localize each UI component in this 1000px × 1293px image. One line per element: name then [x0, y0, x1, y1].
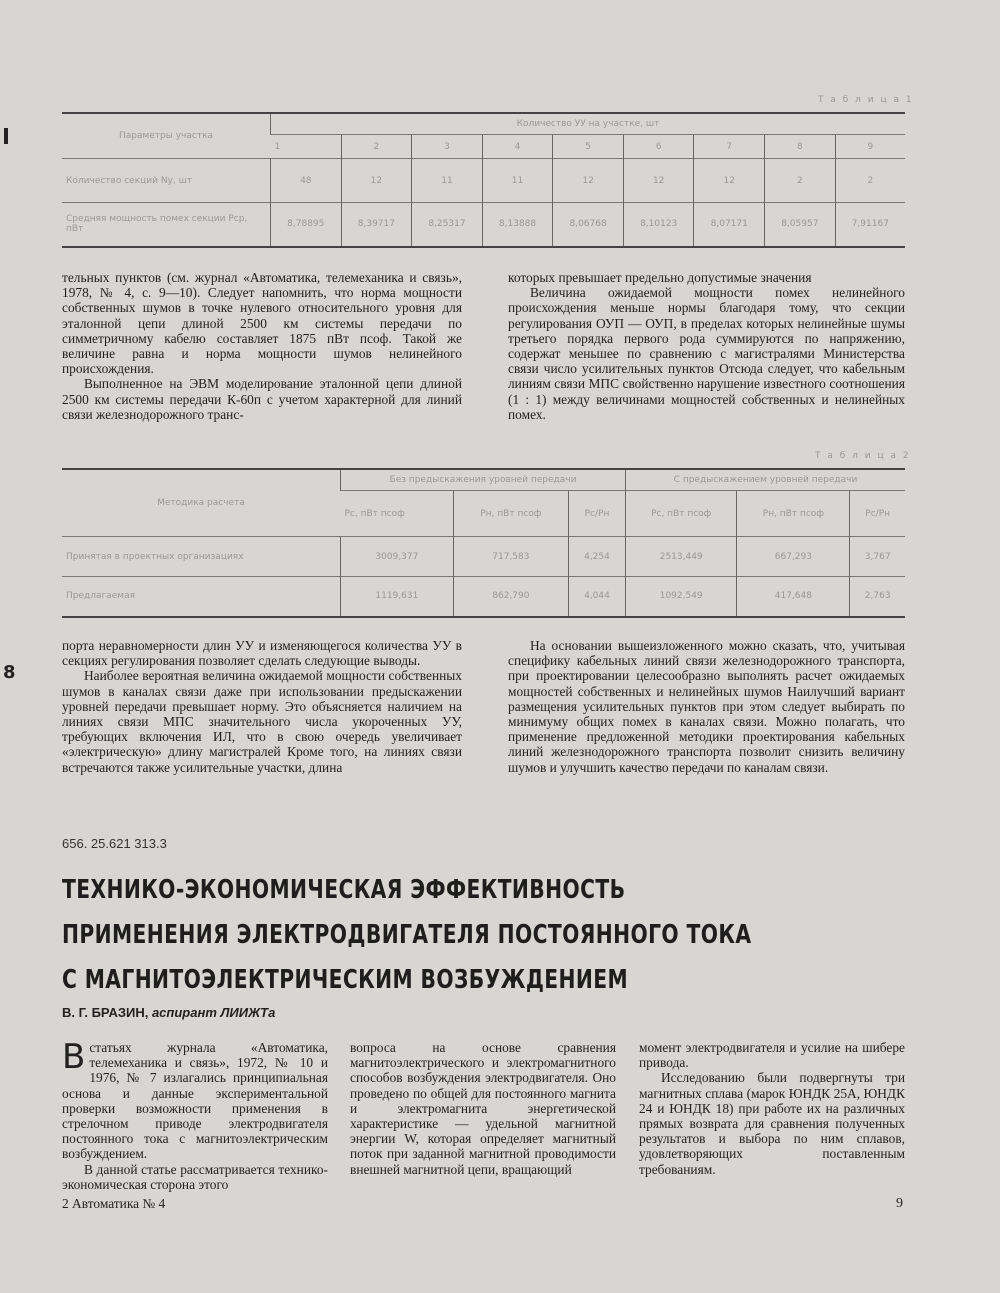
- table1-column-number: 1: [271, 135, 342, 159]
- table1-cell: 7,91167: [835, 203, 905, 247]
- table1-column-number: 9: [835, 135, 905, 159]
- table1-column-number: 6: [623, 135, 694, 159]
- table1-cell: 12: [623, 159, 694, 203]
- table2-header-left: Методика расчета: [62, 469, 341, 537]
- paragraph: Исследованию были подвергнуты три магнитных сплава (марок ЮНДК 25А, ЮНДК 24 и ЮНДК 18) при работе их на различных прямых возврата для сравнения полученных результатов и выбора по ним сплавов, удовлетворяющих поставленным требованиям.: [639, 1070, 905, 1177]
- table1-cell: 8,78895: [271, 203, 342, 247]
- table1-cell: 8,13888: [482, 203, 553, 247]
- table1-cell: 8,05957: [765, 203, 836, 247]
- table1-cell: 8,39717: [341, 203, 412, 247]
- table1-column-number: 3: [412, 135, 483, 159]
- table1-cell: 8,07171: [694, 203, 765, 247]
- table2-subheader: Рс/Рн: [568, 491, 625, 537]
- table2-cell: 862,790: [453, 577, 568, 617]
- paragraph: На основании вышеизложенного можно сказать, что, учитывая специфику кабельных линий связи железнодорожного транспорта, при проектировании целесообразно выполнять расчет ожидаемых мощностей собственных и нелинейных шумов Наилучший вариант размещения усилительных пунктов при этом следует выбирать по минимуму общих помех в каналах связи. Можно полагать, что применение предложенной методики проектирования кабельных линий железнодорожного транспорта позволит снизить величину шумов и улучшить качество передачи по каналам связи.: [508, 638, 905, 775]
- table1-cell: 2: [835, 159, 905, 203]
- table1-cell: 8,25317: [412, 203, 483, 247]
- table2-subheader: Рн, пВт псоф: [737, 491, 850, 537]
- title-line: ПРИМЕНЕНИЯ ЭЛЕКТРОДВИГАТЕЛЯ ПОСТОЯННОГО ТОКА: [62, 920, 752, 950]
- column-left-mid: [62, 638, 462, 775]
- margin-bar: [4, 128, 8, 144]
- table2: [62, 468, 905, 618]
- author-line: [62, 1005, 275, 1020]
- table1-row-label: Количество секций Nу, шт: [62, 159, 271, 203]
- table1-cell: 2: [765, 159, 836, 203]
- table2-subheader: Рс, пВт псоф: [341, 491, 454, 537]
- table2-row-label: Предлагаемая: [62, 577, 341, 617]
- table2-row-label: Принятая в проектных организациях: [62, 537, 341, 577]
- table2-cell: 717,583: [453, 537, 568, 577]
- udc-code: 656. 25.621 313.3: [62, 836, 167, 851]
- table2-cell: 2513,449: [626, 537, 737, 577]
- footer-signature: 2 Автоматика № 4: [62, 1196, 166, 1211]
- article-column-1: [62, 1037, 328, 1192]
- table1-column-number: 4: [482, 135, 553, 159]
- table1-row-label: Средняя мощность помех секции Рср, пВт: [62, 203, 271, 247]
- title-line: ТЕХНИКО-ЭКОНОМИЧЕСКАЯ ЭФФЕКТИВНОСТЬ: [62, 875, 626, 905]
- paragraph: тельных пунктов (см. журнал «Автоматика, телемеханика и связь», 1978, № 4, с. 9—10). Следует напомнить, что норма мощности собственных шумов в точке нулевого относительного уровня для эталонной цепи длиной 2500 км системы передачи по симметричному кабелю составляет 1875 пВт псоф. Такой же величине равна и норма мощности шумов нелинейного происхождения.: [62, 270, 462, 377]
- table-row: [62, 577, 905, 617]
- table1-cell: 11: [412, 159, 483, 203]
- paragraph: Выполненное на ЭВМ моделирование эталонной цепи длиной 2500 км системы передачи К-60п с учетом характерной для линий связи железнодорожного транс-: [62, 376, 462, 422]
- table2-caption: Т а б л и ц а 2: [815, 451, 911, 461]
- table1-column-number: 8: [765, 135, 836, 159]
- table2-cell: 2,763: [850, 577, 905, 617]
- column-right-top: [508, 270, 905, 422]
- paragraph: порта неравномерности длин УУ и изменяющегося количества УУ в секциях регулирования позволяет сделать следующие выводы.: [62, 638, 462, 669]
- table2-subheader: Рс/Рн: [850, 491, 905, 537]
- table1-column-number: 7: [694, 135, 765, 159]
- table1-header-left: Параметры участка: [62, 113, 271, 159]
- table2-cell: 4,044: [568, 577, 625, 617]
- column-right-mid: [508, 638, 905, 775]
- table-row: [62, 203, 905, 247]
- article-title: [62, 868, 752, 1003]
- table2-subheader: Рс, пВт псоф: [626, 491, 737, 537]
- table1-cell: 8,06768: [553, 203, 624, 247]
- paragraph: вопроса на основе сравнения магнитоэлектрического и электромагнитного способов возбуждения электродвигателя. Оно проведено по общей для постоянного магнита и электромагнита энергетической характеристике — удельной магнитной энергии W, которая определяет магнитный поток при заданной магнитной проводимости внешней магнитной цепи, вращающий: [350, 1040, 616, 1177]
- table1-caption: Т а б л и ц а 1: [818, 95, 914, 105]
- column-left-top: [62, 270, 462, 422]
- table1: [62, 112, 905, 248]
- table1-column-number: 5: [553, 135, 624, 159]
- article-column-3: [639, 1040, 905, 1177]
- author-name: В. Г. БРАЗИН,: [62, 1005, 149, 1020]
- table2-group1: Без предыскажения уровней передачи: [341, 469, 626, 491]
- table1-cell: 12: [694, 159, 765, 203]
- table2-cell: 4,254: [568, 537, 625, 577]
- table1-column-number: 2: [341, 135, 412, 159]
- paragraph: статьях журнала «Автоматика, телемеханика и связь», 1972, № 10 и 1976, № 7 излагались принципиальная основа и данные экспериментальной проверки возможности применения в стрелочном приводе электродвигателя постоянного тока с магнитоэлектрическим возбуждением.: [62, 1040, 328, 1162]
- paragraph: Наиболее вероятная величина ожидаемой мощности собственных шумов в каналах связи даже при использовании предыскажении уровней передачи превышает норму. Это объясняется наличием на линиях связи МПС значительного числа укороченных УУ, требующих включения ИЛ, что в свою очередь увеличивает «электрическую» длину магистралей Кроме того, на линиях связи встречаются также усилительные участки, длина: [62, 668, 462, 775]
- author-role: аспирант ЛИИЖТа: [151, 1005, 276, 1020]
- table1-header-group: Количество УУ на участке, шт: [271, 113, 906, 135]
- table-row: [62, 159, 905, 203]
- table2-subheader: Рн, пВт псоф: [453, 491, 568, 537]
- table2-cell: 3,767: [850, 537, 905, 577]
- table1-cell: 12: [341, 159, 412, 203]
- paragraph: которых превышает предельно допустимые значения: [508, 270, 812, 285]
- table1-cell: 8,10123: [623, 203, 694, 247]
- dropcap: В: [62, 1037, 86, 1077]
- table2-cell: 667,293: [737, 537, 850, 577]
- paragraph: В данной статье рассматривается технико-экономическая сторона этого: [62, 1161, 328, 1192]
- page-number: 9: [896, 1196, 903, 1211]
- table1-cell: 11: [482, 159, 553, 203]
- table2-cell: 417,648: [737, 577, 850, 617]
- table2-cell: 1092,549: [626, 577, 737, 617]
- table1-cell: 48: [271, 159, 342, 203]
- table1-cell: 12: [553, 159, 624, 203]
- title-line: С МАГНИТОЭЛЕКТРИЧЕСКИМ ВОЗБУЖДЕНИЕМ: [62, 965, 629, 995]
- table-row: [62, 537, 905, 577]
- table2-group2: С предыскажением уровней передачи: [626, 469, 906, 491]
- margin-mark: 8: [3, 662, 16, 683]
- paragraph: Величина ожидаемой мощности помех нелинейного происхождения меньше нормы благодаря тому, что секции регулирования ОУП — ОУП, в пределах которых нелинейные шумы третьего порядка первого рода суммируются по напряжению, содержат меньшее по сравнению с магистралями Министерства связи число усилительных пунктов Отсюда следует, что кабельным линиям связи МПС свойственно нарушение известного соотношения (1 : 1) между величинами мощностей собственных и нелинейных помех.: [508, 285, 905, 422]
- article-column-2: [350, 1040, 616, 1177]
- table2-cell: 3009,377: [341, 537, 454, 577]
- paragraph: момент электродвигателя и усилие на шибере привода.: [639, 1040, 905, 1071]
- table2-cell: 1119,631: [341, 577, 454, 617]
